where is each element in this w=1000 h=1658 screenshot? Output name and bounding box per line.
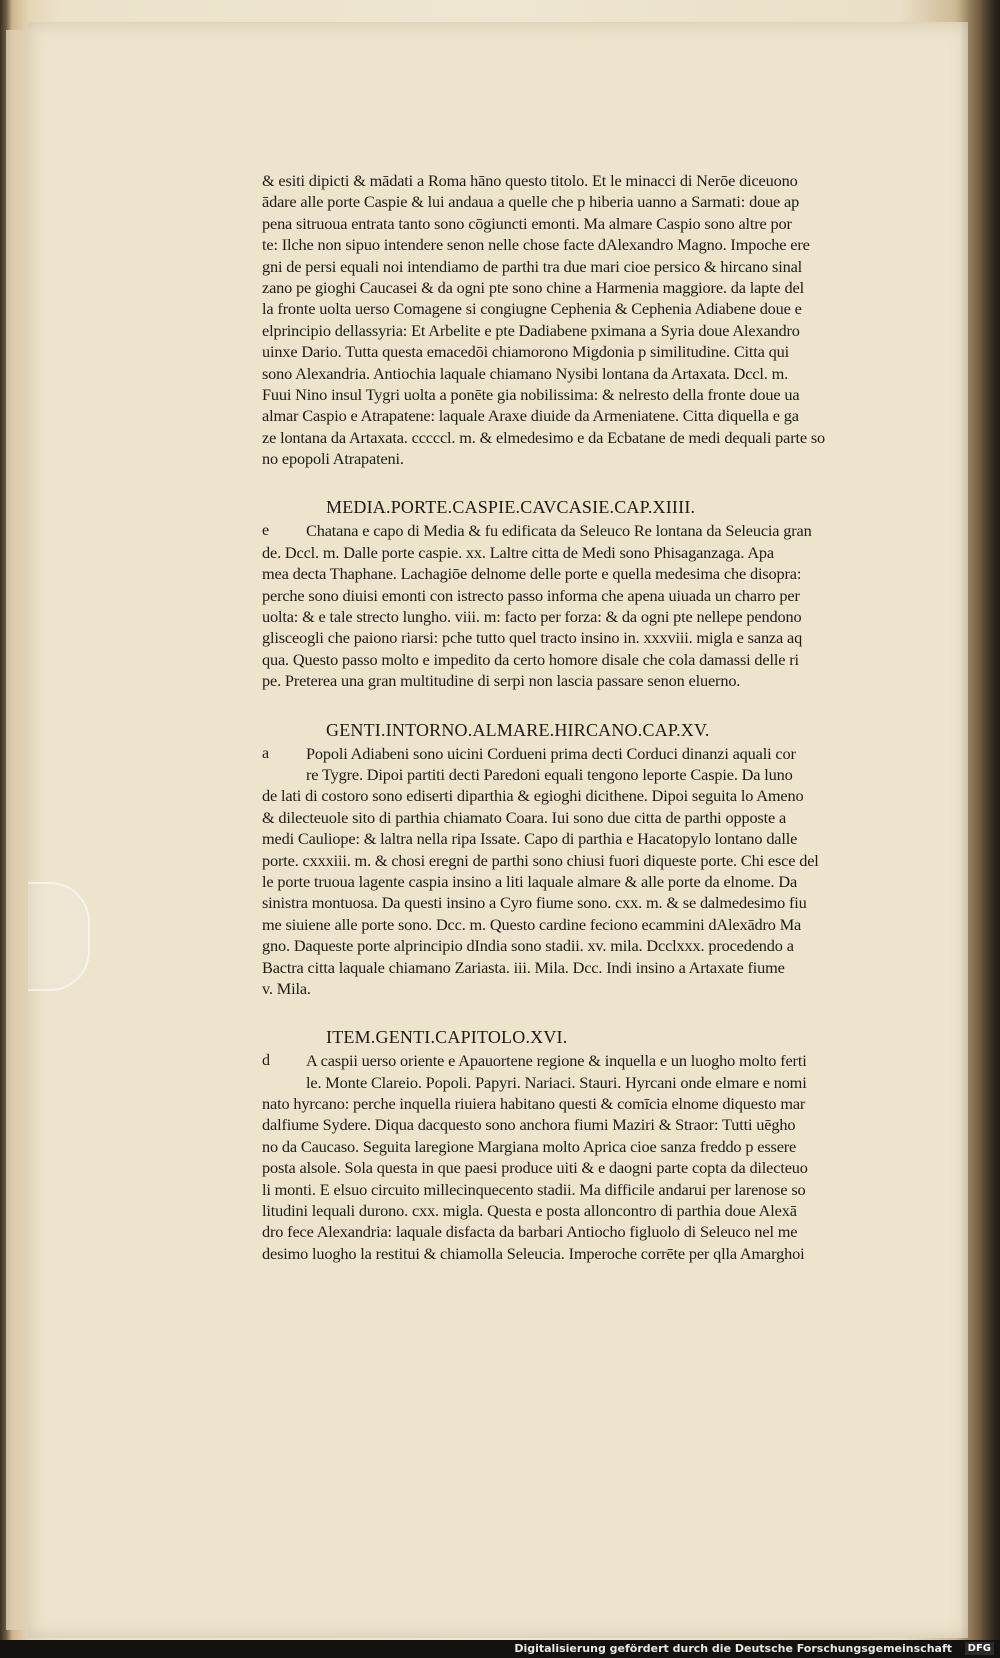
binding-shadow bbox=[960, 0, 1000, 1640]
margin-letter: a bbox=[262, 744, 269, 762]
text-line: me siuiene alle porte sono. Dcc. m. Questo cardine feciono ecammini dAlexādro Ma bbox=[262, 914, 802, 934]
margin-letter: d bbox=[262, 1052, 270, 1070]
chapter-heading: ITEM.GENTI.CAPITOLO.XVI. bbox=[326, 1027, 568, 1048]
text-line: porte. cxxxiii. m. & chosi eregni de parthi sono chiusi fuori diqueste porte. Chi esce del bbox=[262, 850, 819, 870]
text-line: zano pe gioghi Caucasei & da ogni pte sono chine a Harmenia maggiore. da lapte del bbox=[262, 277, 804, 297]
text-line: sinistra montuosa. Da questi insino a Cyro fiume sono. cxx. m. & se dalmedesimo fiu bbox=[262, 893, 807, 913]
chapter-heading: GENTI.INTORNO.ALMARE.HIRCANO.CAP.XV. bbox=[326, 719, 710, 740]
section-chapter-16 bbox=[262, 1026, 892, 1264]
text-line: mea decta Thaphane. Lachagiōe delnome delle porte e quella medesima che disopra: bbox=[262, 564, 802, 584]
text-line: de. Dccl. m. Dalle porte caspie. xx. Laltre citta de Medi sono Phisaganzaga. Apa bbox=[262, 542, 774, 562]
text-line: li monti. E elsuo circuito millecinquecento stadii. Ma difficile andarui per larenose so bbox=[262, 1179, 806, 1199]
text-line: la fronte uolta uerso Comagene si congiugne Cephenia & Cephenia Adiabene doue e bbox=[262, 299, 802, 319]
text-line: almar Caspio e Atrapatene: laquale Araxe diuide da Armeniatene. Citta diquella e ga bbox=[262, 406, 799, 426]
text-line: gno. Daqueste porte alprincipio dIndia sono stadii. xv. mila. Dcclxxx. procedendo a bbox=[262, 936, 794, 956]
text-line: qua. Questo passo molto e impedito da certo homore disale che cola damassi delle ri bbox=[262, 649, 799, 669]
page-clip bbox=[28, 882, 90, 991]
text-line: de lati di costoro sono ediserti diparthia & egioghi dicithene. Dipoi seguita lo Ameno bbox=[262, 786, 804, 806]
text-line: le. Monte Clareio. Popoli. Papyri. Nariaci. Stauri. Hyrcani onde elmare e nomi bbox=[306, 1072, 807, 1092]
text-line: pe. Preterea una gran multitudine di serpi non lascia passare senon eluerno. bbox=[262, 671, 741, 691]
text-line: v. Mila. bbox=[262, 978, 311, 998]
text-line: Fuui Nino insul Tygri uolta a ponēte gia nobilissima: & nelresto della fronte doue ua bbox=[262, 384, 800, 404]
page-edges bbox=[6, 30, 28, 1630]
text-line: perche sono diuisi emonti con istrecto passo informa che apena uiuada un charro per bbox=[262, 585, 800, 605]
text-line: Chatana e capo di Media & fu edificata da Seleuco Re lontana da Seleucia gran bbox=[306, 521, 812, 541]
chapter-heading: MEDIA.PORTE.CASPIE.CAVCASIE.CAP.XIIII. bbox=[326, 497, 696, 518]
margin-letter: e bbox=[262, 522, 269, 540]
section-continued bbox=[262, 170, 892, 469]
text-line: dro fece Alexandria: laquale disfacta da barbari Antiocho figluolo di Seleuco nel me bbox=[262, 1222, 798, 1242]
text-line: le porte truoua lagente caspia insino a liti laquale almare & alle porte da elnome. Da bbox=[262, 871, 798, 891]
text-line: re Tygre. Dipoi partiti decti Paredoni equali tengono leporte Caspie. Da luno bbox=[306, 764, 793, 784]
text-line: Popoli Adiabeni sono uicini Cordueni prima decti Corduci dinanzi aquali cor bbox=[306, 743, 796, 763]
text-line: litudini lequali durono. cxx. migla. Questa e posta alloncontro di parthia doue Alexā bbox=[262, 1201, 797, 1221]
text-line: & esiti dipicti & mādati a Roma hāno questo titolo. Et le minacci di Nerōe diceuono bbox=[262, 171, 798, 190]
text-line: medi Cauliope: & laltra nella ripa Issate. Capo di parthia e Hacatopylo lontano dalle bbox=[262, 829, 798, 849]
text-block bbox=[262, 170, 892, 1264]
text-line: glisceogli che paiono riarsi: pche tutto quel tracto insino in. xxxviii. migla e sanza aq bbox=[262, 628, 803, 648]
text-line: & dilecteuole sito di parthia chiamato Coara. Iui sono due citta de parthi opposte a bbox=[262, 807, 787, 827]
text-line: no da Caucaso. Seguita laregione Margiana molto Aprica cioe sanza freddo p essere bbox=[262, 1136, 797, 1156]
text-line: A caspii uerso oriente e Apauortene regione & inquella e un luogho molto ferti bbox=[306, 1051, 807, 1071]
section-chapter-14 bbox=[262, 496, 892, 691]
text-line: sono Alexandria. Antiochia laquale chiamano Nysibi lontana da Artaxata. Dccl. m. bbox=[262, 363, 789, 383]
text-line: Bactra citta laquale chiamano Zariasta. iii. Mila. Dcc. Indi insino a Artaxate fiume bbox=[262, 957, 785, 977]
section-chapter-15 bbox=[262, 719, 892, 1000]
footer-bar bbox=[0, 1640, 1000, 1658]
text-line: pena sitruoua entrata tanto sono cōgiuncti emonti. Ma almare Caspio sono altre por bbox=[262, 213, 792, 233]
text-line: desimo luogho la restitui & chiamolla Seleucia. Imperoche corrēte per qlla Amarghoi bbox=[262, 1243, 805, 1263]
text-line: uolta: & e tale strecto lungho. viii. m: facto per forza: & da ogni pte nellepe pendono bbox=[262, 607, 802, 627]
text-line: no epopoli Atrapateni. bbox=[262, 449, 404, 469]
text-line: ze lontana da Artaxata. cccccl. m. & elmedesimo e da Ecbatane de medi dequali parte so bbox=[262, 427, 826, 447]
text-line: te: Ilche non sipuo intendere senon nelle chose facte dAlexandro Magno. Impoche ere bbox=[262, 235, 810, 255]
text-line: elprincipio dellassyria: Et Arbelite e pte Dadiabene pximana a Syria doue Alexandro bbox=[262, 320, 800, 340]
text-line: gni de persi equali noi intendiamo de parthi tra due mari cioe persico & hircano sinal bbox=[262, 256, 803, 276]
text-line: nato hyrcano: perche inquella riuiera habitano questi & comīcia elnome diquesto mar bbox=[262, 1094, 806, 1114]
text-line: ādare alle porte Caspie & lui andaua a quelle che p hiberia uanno a Sarmati: doue ap bbox=[262, 192, 800, 212]
text-line: dalfiume Sydere. Diqua dacquesto sono anchora fiumi Maziri & Straor: Tutti uēgho bbox=[262, 1115, 796, 1135]
text-line: uinxe Dario. Tutta questa emacedōi chiamorono Migdonia p similitudine. Citta qui bbox=[262, 342, 790, 362]
dfg-logo: DFG bbox=[965, 1642, 994, 1655]
funding-notice: Digitalisierung gefördert durch die Deutsche Forschungsgemeinschaft bbox=[514, 1642, 952, 1655]
text-line: posta alsole. Sola questa in que paesi produce uiti & e daogni parte copta da dilecteuo bbox=[262, 1158, 808, 1178]
